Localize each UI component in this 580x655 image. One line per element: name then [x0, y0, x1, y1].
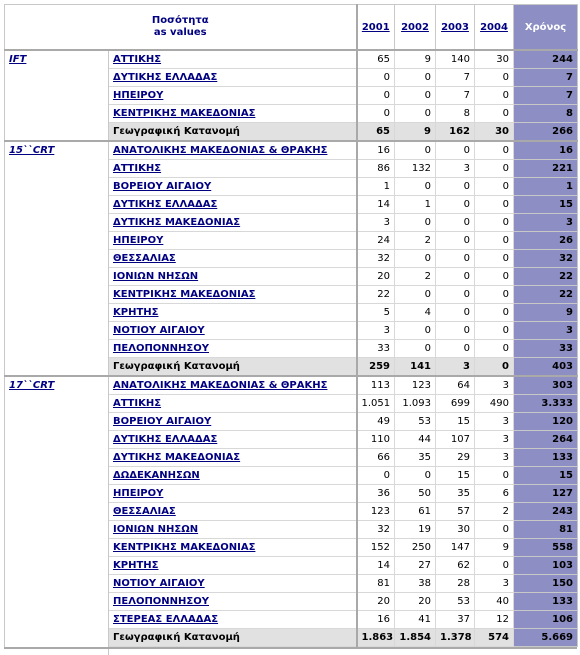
value-cell-2001: 259: [357, 358, 395, 377]
value-cell-2003: 53: [436, 593, 475, 611]
value-cell-2003: 140: [436, 50, 475, 69]
row-total-cell: 22: [514, 268, 578, 286]
value-cell-2002: 9: [395, 50, 436, 69]
value-cell-2004: 3: [475, 413, 514, 431]
value-cell-2003: 3: [436, 160, 475, 178]
value-cell-2001: 0: [357, 87, 395, 105]
region-cell[interactable]: [109, 503, 357, 521]
value-cell-2002: 0: [395, 105, 436, 123]
value-cell-2002: 61: [395, 503, 436, 521]
value-cell-2001: 1: [357, 178, 395, 196]
value-cell-2004: 30: [475, 50, 514, 69]
region-cell[interactable]: [109, 160, 357, 178]
row-total-cell: 403: [514, 358, 578, 377]
value-cell-2001: 20: [357, 593, 395, 611]
row-total-cell: 150: [514, 575, 578, 593]
value-cell-2003: 699: [436, 395, 475, 413]
region-cell[interactable]: [109, 340, 357, 358]
value-cell-2002: 44: [395, 431, 436, 449]
region-cell[interactable]: [109, 395, 357, 413]
group-cell[interactable]: [5, 376, 109, 647]
value-cell-2002: 250: [395, 539, 436, 557]
value-cell-2004: 0: [475, 521, 514, 539]
table-body: [5, 50, 578, 647]
value-cell-2001: 0: [357, 467, 395, 485]
region-link[interactable]: ΔΥΤΙΚΗΣ ΜΑΚΕΔΟΝΙΑΣ: [113, 217, 241, 228]
region-cell[interactable]: [109, 611, 357, 629]
region-link[interactable]: ΔΥΤΙΚΗΣ ΕΛΛΑΔΑΣ: [113, 434, 218, 445]
value-cell-2001: 113: [357, 376, 395, 395]
value-cell-2004: 6: [475, 485, 514, 503]
value-cell-2004: 9: [475, 539, 514, 557]
value-cell-2002: 50: [395, 485, 436, 503]
value-cell-2001: 16: [357, 141, 395, 160]
table-row: [5, 50, 578, 69]
value-cell-2003: 29: [436, 449, 475, 467]
region-link[interactable]: ΒΟΡΕΙΟΥ ΑΙΓΑΙΟΥ: [113, 181, 212, 192]
value-cell-2004: 0: [475, 557, 514, 575]
value-cell-2003: 107: [436, 431, 475, 449]
value-cell-2001: 36: [357, 485, 395, 503]
value-cell-2001: 3: [357, 322, 395, 340]
region-link[interactable]: ΔΩΔΕΚΑΝΗΣΩΝ: [113, 470, 200, 481]
row-total-cell: 106: [514, 611, 578, 629]
value-cell-2003: 0: [436, 340, 475, 358]
value-cell-2002: 141: [395, 358, 436, 377]
subtotal-label: Γεωγραφική Κατανομή: [109, 358, 357, 377]
value-cell-2004: 0: [475, 304, 514, 322]
value-cell-2001: 32: [357, 521, 395, 539]
value-cell-2002: 0: [395, 141, 436, 160]
header-row: [5, 5, 578, 51]
year-header-2003[interactable]: [436, 5, 475, 51]
region-link[interactable]: ΑΝΑΤΟΛΙΚΗΣ ΜΑΚΕΔΟΝΙΑΣ & ΘΡΑΚΗΣ: [113, 380, 328, 391]
value-cell-2001: 22: [357, 286, 395, 304]
row-total-cell: 3.333: [514, 395, 578, 413]
value-cell-2001: 16: [357, 611, 395, 629]
value-cell-2002: 0: [395, 286, 436, 304]
row-total-cell: 243: [514, 503, 578, 521]
value-cell-2001: 33: [357, 340, 395, 358]
value-cell-2004: 490: [475, 395, 514, 413]
value-cell-2004: 12: [475, 611, 514, 629]
region-cell[interactable]: [109, 178, 357, 196]
year-link[interactable]: 2002: [401, 21, 429, 33]
value-cell-2001: 110: [357, 431, 395, 449]
value-cell-2003: 3: [436, 358, 475, 377]
value-cell-2003: 37: [436, 611, 475, 629]
value-cell-2003: 0: [436, 178, 475, 196]
year-header-2004[interactable]: [475, 5, 514, 51]
row-total-cell: 33: [514, 340, 578, 358]
group-link[interactable]: 15``CRT: [9, 145, 55, 156]
value-cell-2001: 123: [357, 503, 395, 521]
value-cell-2003: 0: [436, 286, 475, 304]
row-total-cell: 303: [514, 376, 578, 395]
region-link[interactable]: ΠΕΛΟΠΟΝΝΗΣΟΥ: [113, 596, 209, 607]
year-header-2002[interactable]: [395, 5, 436, 51]
table-row: [5, 376, 578, 395]
region-cell[interactable]: [109, 286, 357, 304]
region-cell[interactable]: [109, 521, 357, 539]
value-cell-2003: 1.378: [436, 629, 475, 647]
region-cell[interactable]: [109, 250, 357, 268]
value-cell-2003: 162: [436, 123, 475, 142]
value-cell-2003: 15: [436, 467, 475, 485]
value-cell-2003: 0: [436, 196, 475, 214]
region-cell[interactable]: [109, 539, 357, 557]
value-cell-2004: 3: [475, 376, 514, 395]
value-cell-2004: 30: [475, 123, 514, 142]
value-cell-2003: 0: [436, 141, 475, 160]
value-cell-2002: 2: [395, 268, 436, 286]
row-total-cell: 32: [514, 250, 578, 268]
value-cell-2001: 1.863: [357, 629, 395, 647]
region-cell[interactable]: [109, 196, 357, 214]
region-cell[interactable]: [109, 304, 357, 322]
value-cell-2003: 35: [436, 485, 475, 503]
row-total-cell: 9: [514, 304, 578, 322]
row-total-cell: 7: [514, 87, 578, 105]
region-cell[interactable]: [109, 467, 357, 485]
value-cell-2003: 0: [436, 250, 475, 268]
value-cell-2003: 7: [436, 69, 475, 87]
value-cell-2004: 0: [475, 141, 514, 160]
value-cell-2002: 123: [395, 376, 436, 395]
value-cell-2004: 2: [475, 503, 514, 521]
row-total-cell: 103: [514, 557, 578, 575]
region-link[interactable]: ΔΥΤΙΚΗΣ ΜΑΚΕΔΟΝΙΑΣ: [113, 452, 241, 463]
region-cell[interactable]: [109, 557, 357, 575]
value-cell-2003: 62: [436, 557, 475, 575]
row-total-cell: 26: [514, 232, 578, 250]
region-cell[interactable]: [109, 141, 357, 160]
region-link[interactable]: ΑΤΤΙΚΗΣ: [113, 398, 162, 409]
value-cell-2003: 147: [436, 539, 475, 557]
value-cell-2002: 0: [395, 250, 436, 268]
value-cell-2001: 14: [357, 196, 395, 214]
region-link[interactable]: ΗΠΕΙΡΟΥ: [113, 90, 164, 101]
region-cell[interactable]: [109, 376, 357, 395]
year-link[interactable]: 2003: [441, 21, 469, 33]
value-cell-2003: 0: [436, 304, 475, 322]
year-link[interactable]: 2001: [361, 21, 390, 33]
value-cell-2002: 0: [395, 87, 436, 105]
value-cell-2002: 1.854: [395, 629, 436, 647]
value-cell-2002: 38: [395, 575, 436, 593]
value-cell-2003: 64: [436, 376, 475, 395]
value-cell-2004: 0: [475, 467, 514, 485]
value-cell-2003: 28: [436, 575, 475, 593]
value-cell-2001: 49: [357, 413, 395, 431]
region-link[interactable]: ΔΥΤΙΚΗΣ ΕΛΛΑΔΑΣ: [113, 199, 218, 210]
region-link[interactable]: ΠΕΛΟΠΟΝΝΗΣΟΥ: [113, 343, 209, 354]
group-cell[interactable]: [5, 141, 109, 376]
measure-label: Ποσότητα: [151, 15, 209, 26]
row-total-cell: 7: [514, 69, 578, 87]
group-link[interactable]: 17``CRT: [9, 380, 55, 391]
total-header: Χρόνος: [514, 5, 578, 51]
row-total-cell: 15: [514, 467, 578, 485]
region-cell[interactable]: [109, 268, 357, 286]
value-cell-2004: 0: [475, 160, 514, 178]
region-link[interactable]: ΔΥΤΙΚΗΣ ΕΛΛΑΔΑΣ: [113, 72, 218, 83]
group-cell[interactable]: [5, 50, 109, 141]
region-cell[interactable]: [109, 322, 357, 340]
table-continuation: [4, 647, 577, 655]
value-cell-2004: 0: [475, 214, 514, 232]
subtotal-label: Γεωγραφική Κατανομή: [109, 629, 357, 647]
value-cell-2002: 20: [395, 593, 436, 611]
value-cell-2004: 0: [475, 178, 514, 196]
region-link[interactable]: ΝΟΤΙΟΥ ΑΙΓΑΙΟΥ: [113, 325, 205, 336]
value-cell-2001: 1.051: [357, 395, 395, 413]
year-header-2001[interactable]: [357, 5, 395, 51]
row-total-cell: 22: [514, 286, 578, 304]
value-cell-2001: 65: [357, 123, 395, 142]
value-cell-2002: 0: [395, 340, 436, 358]
value-cell-2004: 0: [475, 358, 514, 377]
value-cell-2002: 0: [395, 214, 436, 232]
region-cell[interactable]: [109, 413, 357, 431]
value-cell-2004: 0: [475, 87, 514, 105]
row-total-cell: 127: [514, 485, 578, 503]
region-link[interactable]: ΑΤΤΙΚΗΣ: [113, 163, 162, 174]
value-cell-2003: 0: [436, 232, 475, 250]
region-cell[interactable]: [109, 593, 357, 611]
region-link[interactable]: ΑΤΤΙΚΗΣ: [113, 54, 162, 65]
region-cell[interactable]: [109, 485, 357, 503]
region-link[interactable]: ΑΝΑΤΟΛΙΚΗΣ ΜΑΚΕΔΟΝΙΑΣ & ΘΡΑΚΗΣ: [113, 145, 328, 156]
region-link[interactable]: ΙΟΝΙΩΝ ΝΗΣΩΝ: [113, 271, 199, 282]
value-cell-2002: 19: [395, 521, 436, 539]
row-total-cell: 120: [514, 413, 578, 431]
year-link[interactable]: 2004: [480, 21, 508, 33]
value-cell-2001: 0: [357, 105, 395, 123]
row-total-cell: 133: [514, 449, 578, 467]
value-cell-2001: 0: [357, 69, 395, 87]
region-cell[interactable]: [109, 87, 357, 105]
region-link[interactable]: ΚΕΝΤΡΙΚΗΣ ΜΑΚΕΔΟΝΙΑΣ: [113, 108, 256, 119]
region-cell[interactable]: [109, 431, 357, 449]
value-cell-2003: 30: [436, 521, 475, 539]
region-link[interactable]: ΚΕΝΤΡΙΚΗΣ ΜΑΚΕΔΟΝΙΑΣ: [113, 289, 256, 300]
value-cell-2004: 0: [475, 105, 514, 123]
value-cell-2004: 0: [475, 69, 514, 87]
value-cell-2002: 1.093: [395, 395, 436, 413]
value-cell-2003: 8: [436, 105, 475, 123]
row-total-cell: 264: [514, 431, 578, 449]
value-cell-2003: 7: [436, 87, 475, 105]
region-link[interactable]: ΘΕΣΣΑΛΙΑΣ: [113, 506, 176, 517]
value-cell-2004: 0: [475, 340, 514, 358]
value-cell-2004: 0: [475, 268, 514, 286]
row-total-cell: 5.669: [514, 629, 578, 647]
value-cell-2001: 24: [357, 232, 395, 250]
value-cell-2001: 65: [357, 50, 395, 69]
measure-header: [5, 5, 357, 51]
row-total-cell: 15: [514, 196, 578, 214]
value-cell-2001: 14: [357, 557, 395, 575]
value-cell-2004: 0: [475, 322, 514, 340]
row-total-cell: 221: [514, 160, 578, 178]
value-cell-2002: 2: [395, 232, 436, 250]
row-total-cell: 3: [514, 322, 578, 340]
region-cell[interactable]: [109, 232, 357, 250]
region-cell[interactable]: [109, 449, 357, 467]
value-cell-2001: 3: [357, 214, 395, 232]
value-cell-2002: 132: [395, 160, 436, 178]
value-cell-2002: 27: [395, 557, 436, 575]
value-cell-2004: 574: [475, 629, 514, 647]
region-link[interactable]: ΘΕΣΣΑΛΙΑΣ: [113, 253, 176, 264]
subtotal-label: Γεωγραφική Κατανομή: [109, 123, 357, 142]
group-link[interactable]: IFT: [9, 54, 27, 65]
value-cell-2004: 0: [475, 286, 514, 304]
value-cell-2004: 3: [475, 449, 514, 467]
region-link[interactable]: ΗΠΕΙΡΟΥ: [113, 488, 164, 499]
region-cell[interactable]: [109, 575, 357, 593]
value-cell-2002: 0: [395, 322, 436, 340]
table-row: [5, 141, 578, 160]
region-cell[interactable]: [109, 214, 357, 232]
row-total-cell: 16: [514, 141, 578, 160]
region-link[interactable]: ΣΤΕΡΕΑΣ ΕΛΛΑΔΑΣ: [113, 614, 219, 625]
value-cell-2003: 0: [436, 322, 475, 340]
region-link[interactable]: ΚΡΗΤΗΣ: [113, 307, 159, 318]
value-cell-2002: 53: [395, 413, 436, 431]
region-link[interactable]: ΒΟΡΕΙΟΥ ΑΙΓΑΙΟΥ: [113, 416, 212, 427]
value-cell-2001: 32: [357, 250, 395, 268]
table-continuation-divider: [108, 649, 109, 655]
region-link[interactable]: ΙΟΝΙΩΝ ΝΗΣΩΝ: [113, 524, 199, 535]
row-total-cell: 558: [514, 539, 578, 557]
row-total-cell: 133: [514, 593, 578, 611]
value-cell-2004: 3: [475, 431, 514, 449]
value-cell-2004: 3: [475, 575, 514, 593]
value-cell-2001: 66: [357, 449, 395, 467]
value-cell-2001: 86: [357, 160, 395, 178]
row-total-cell: 81: [514, 521, 578, 539]
value-cell-2003: 0: [436, 214, 475, 232]
value-cell-2001: 20: [357, 268, 395, 286]
row-total-cell: 1: [514, 178, 578, 196]
value-cell-2001: 152: [357, 539, 395, 557]
value-cell-2002: 1: [395, 196, 436, 214]
value-cell-2003: 15: [436, 413, 475, 431]
region-cell[interactable]: [109, 105, 357, 123]
value-cell-2004: 0: [475, 196, 514, 214]
value-cell-2002: 41: [395, 611, 436, 629]
region-cell[interactable]: [109, 50, 357, 69]
value-cell-2004: 0: [475, 232, 514, 250]
value-cell-2002: 9: [395, 123, 436, 142]
region-link[interactable]: ΚΡΗΤΗΣ: [113, 560, 159, 571]
row-total-cell: 3: [514, 214, 578, 232]
value-cell-2002: 0: [395, 69, 436, 87]
value-cell-2002: 4: [395, 304, 436, 322]
value-cell-2004: 0: [475, 250, 514, 268]
region-link[interactable]: ΗΠΕΙΡΟΥ: [113, 235, 164, 246]
value-cell-2003: 0: [436, 268, 475, 286]
region-link[interactable]: ΝΟΤΙΟΥ ΑΙΓΑΙΟΥ: [113, 578, 205, 589]
value-cell-2001: 81: [357, 575, 395, 593]
value-cell-2003: 57: [436, 503, 475, 521]
value-cell-2002: 35: [395, 449, 436, 467]
value-cell-2001: 5: [357, 304, 395, 322]
region-cell[interactable]: [109, 69, 357, 87]
value-cell-2002: 0: [395, 467, 436, 485]
value-cell-2004: 40: [475, 593, 514, 611]
pivot-table: [4, 4, 578, 647]
row-total-cell: 244: [514, 50, 578, 69]
row-total-cell: 8: [514, 105, 578, 123]
region-link[interactable]: ΚΕΝΤΡΙΚΗΣ ΜΑΚΕΔΟΝΙΑΣ: [113, 542, 256, 553]
value-cell-2002: 0: [395, 178, 436, 196]
measure-sublabel: as values: [153, 27, 207, 38]
row-total-cell: 266: [514, 123, 578, 142]
